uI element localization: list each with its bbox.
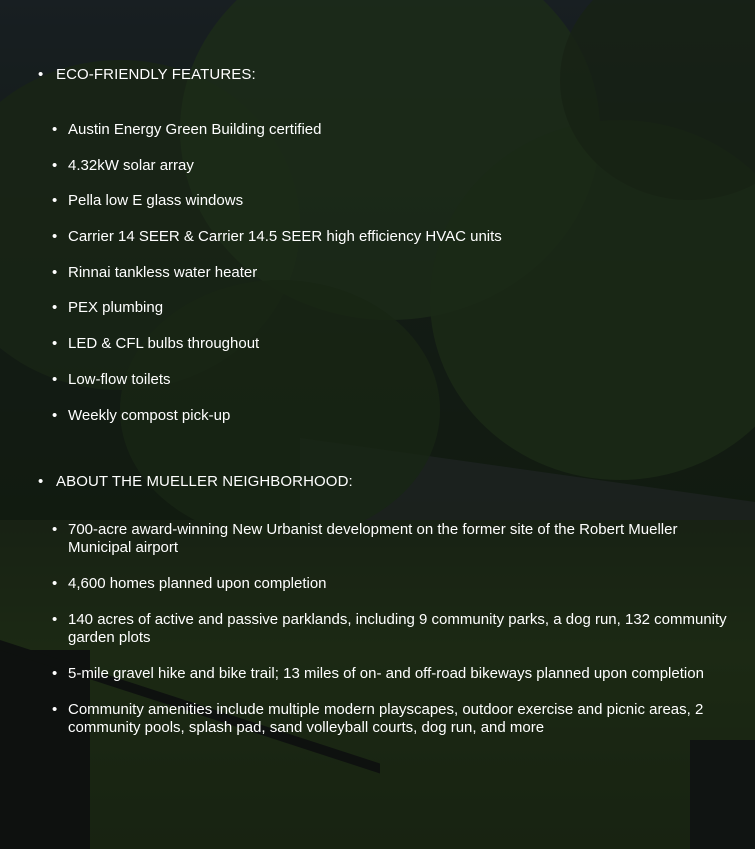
list-item: • Austin Energy Green Building certified — [68, 121, 728, 139]
list-item: • 5-mile gravel hike and bike trail; 13 miles of on- and off-road bikeways planned upon completion — [68, 665, 728, 683]
list-item: • Community amenities include multiple modern playscapes, outdoor exercise and picnic areas, 2 community pools, splash pad, sand volleyball courts, dog run, and more — [68, 701, 728, 737]
list-item: • Carrier 14 SEER & Carrier 14.5 SEER high efficiency HVAC units — [68, 228, 728, 246]
list-item: • Pella low E glass windows — [68, 192, 728, 210]
eco-section-title: • ECO-FRIENDLY FEATURES: — [56, 66, 256, 83]
list-item: • Weekly compost pick-up — [68, 407, 728, 425]
list-item: • LED & CFL bulbs throughout — [68, 335, 728, 353]
list-item: • 4.32kW solar array — [68, 157, 728, 175]
list-item: • PEX plumbing — [68, 299, 728, 317]
list-item: • 4,600 homes planned upon completion — [68, 575, 728, 593]
list-item: • 140 acres of active and passive parklands, including 9 community parks, a dog run, 132 community garden plots — [68, 611, 728, 647]
list-item: • Low-flow toilets — [68, 371, 728, 389]
list-item: • 700-acre award-winning New Urbanist development on the former site of the Robert Mueller Municipal airport — [68, 521, 728, 557]
mueller-section-title: • ABOUT THE MUELLER NEIGHBORHOOD: — [56, 473, 353, 490]
mueller-features-list — [68, 521, 728, 755]
list-item: • Rinnai tankless water heater — [68, 264, 728, 282]
eco-features-list — [68, 121, 728, 442]
